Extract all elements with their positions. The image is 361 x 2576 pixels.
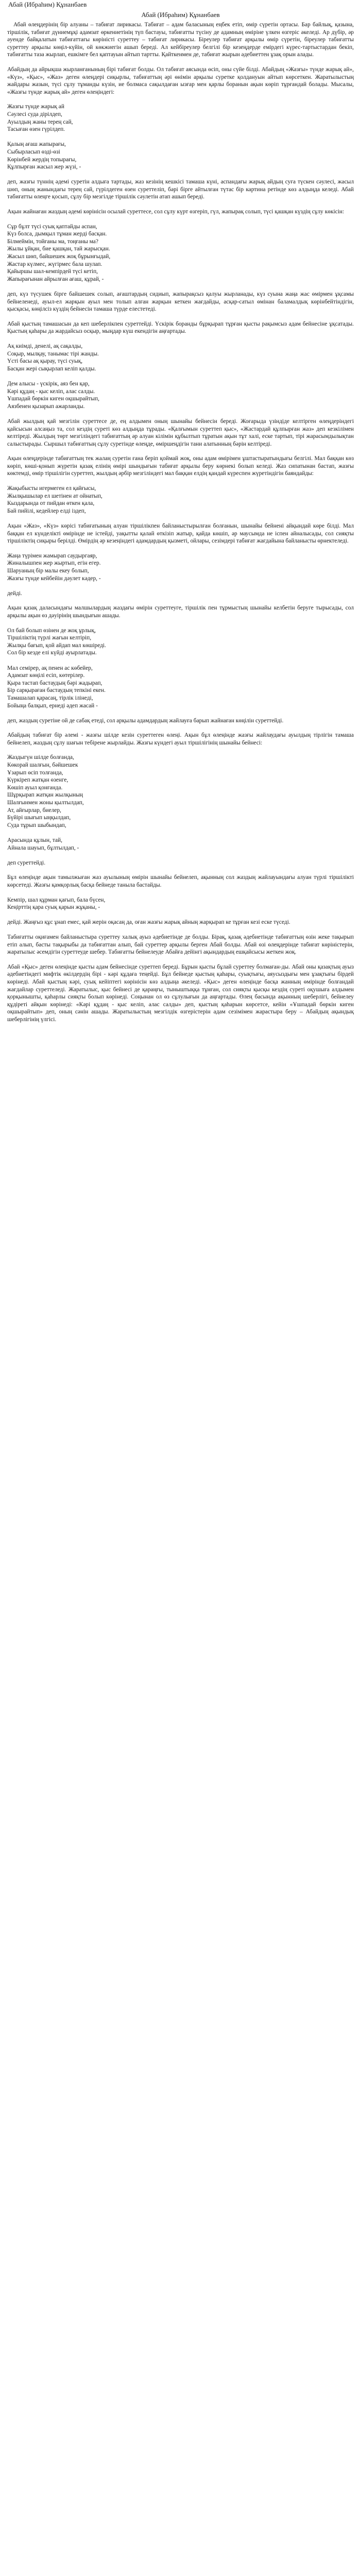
verse-line: Кемпір, шал құрман қағып, бала бүсен, bbox=[7, 896, 106, 903]
verse-stanza bbox=[7, 343, 354, 372]
paragraph: Ақын жайнаған жаздың әдемі көрінісін осылай суреттесе, сол сұлу күрт өзгеріп, гүл, жапырақ солып, түсі қашқан күздің сұлу көкісін: bbox=[7, 209, 345, 215]
paragraph: деп, жазғы түннің әдемі суретін алдыға тартады, жаз кезінің кешкісі тамаша күні, аспандағы жарық айдың суға түскен сәулесі, жасыл шөп, оның жанындағы терең сай, гүрілдеген өзен суреттеліп, бәрі бірге айтылған түтас бір картина ретінде көз алдыңда келеді. Абай табиғатты өлеңге қосып, сұлу бір мезгілде тіршілік сәулетін атап ашып береді. bbox=[7, 179, 354, 200]
stanza-spacer bbox=[7, 709, 354, 717]
paragraph: Абайдың табиғат бір әлемі - жазғы шілде кезін суреттеген өлеңі. Ақын бұл өлеңінде жазғы жайлаудағы ауылдың тірлігін тамаша бейнелеп, жаздың сұлу шағын тебірене жырлайды. Жазғы күндегі ауыл тіршілігінің шынайы бейнесі: bbox=[7, 732, 354, 746]
verse-line: Сұр бұлт түсі суық қаптайды аспан, bbox=[7, 223, 97, 230]
verse-line: Бойыңа балқып, ернеді әдеп жасай - bbox=[7, 702, 98, 709]
stanza-spacer bbox=[7, 515, 354, 522]
verse-line: Күз болса, дымқыл тұман жерді басқан. bbox=[7, 231, 107, 238]
paragraph: Абайдың да айрықша жырланғанының бірі табиғат болды. Ол табиғат аясында өсіп, оны сүйе білді. Абайдың «Жазғы» түнде жарық ай», «Күз», «Қыс», «Жаз» деген өлеңдері сиқырлы, табиғаттың әрі өнімін арқылы суретке қолдануын айтып көрсеткен. Жаратылыстың жайдары жазын, түсі сұлу тұманды күзін, ие болмаса сақылдаған ызғар мен қарлы боранын ақын көріп тұрғандай болады. Мысалы, «Жазғы түнде жарық ай» деген өлеңіндегі: bbox=[7, 66, 354, 95]
verse-line: Қалың ағаш жапырағы, bbox=[7, 141, 66, 148]
stanza-spacer bbox=[7, 852, 354, 859]
paragraph: Бұл өлеңінде ақын тамылжыған жаз ауылының өмірін шынайы бейнелеп, ақынның сол жаздың жайлауындағы алуан түрлі тіршілікті көрсетеді. Жазғы қамқорлық басқа бейнеде таныла бастайды. bbox=[7, 874, 354, 888]
verse-line: Сәулесі суда дірілдеп, bbox=[7, 111, 62, 117]
verse-line: Қыра тастап бастаудың бәрі жадырап, bbox=[7, 680, 102, 686]
stanza-spacer bbox=[7, 410, 354, 418]
verse-line: Ат, айғырлар, биелер, bbox=[7, 807, 61, 814]
verse-line: Жазғы түнде кейбейін дәулет кәдер, - bbox=[7, 575, 101, 582]
verse-line: Басқан жері сықырлап келіп қалды. bbox=[7, 365, 96, 372]
verse-stanza bbox=[7, 552, 354, 582]
verse-line: Суда тұрып шыбындап, bbox=[7, 822, 66, 828]
verse-line: Шалғынмен жоны қылтылдап, bbox=[7, 800, 84, 806]
verse-line: Сол бір кезде елі күйді ауырлатады. bbox=[7, 650, 97, 656]
verse-line: Жастар күлмес, жүгірмес бала шулап. bbox=[7, 261, 102, 267]
verse-stanza bbox=[7, 896, 354, 911]
verse-line: Дем алысы - үскірік, аяз бен қар, bbox=[7, 380, 90, 387]
verse-line: Аязбенен қызарып ажарланды. bbox=[7, 403, 85, 410]
stanza-spacer bbox=[7, 372, 354, 380]
verse-stanza bbox=[7, 103, 354, 133]
verse-line: Ауылдың жаны терең сай, bbox=[7, 118, 73, 125]
verse-line: Арасында құлын, тай, bbox=[7, 837, 62, 843]
verse-line: Үсті басы ақ қырау, түсі суық, bbox=[7, 358, 83, 365]
stanza-spacer bbox=[7, 911, 354, 919]
verse-line: Кыздарында от пийдан өткен қала, bbox=[7, 500, 95, 507]
paragraph: Ақын «Жаз», «Күз» көрісі табиғатының алуан тіршілікпен байланыстырылған болғанын, шынайы бейнені айқындай көре білді. Мал баққан ел күнделікті өмірінде не істейді, уақытты қалай өткізіп жатыр, қайда көшіп, әр маусымда не іспен айналысады, сол сияқты тіршіліктің сиқыры берілді. Өмірдің әр кезеңіндегі адамдардың қызметі, ойлары, сезімдері табиғат жағдайына байланысты өрнектеледі. bbox=[7, 523, 354, 545]
verse-line: Айнала шауып, бұлтылдап, - bbox=[7, 844, 79, 851]
stanza-spacer bbox=[7, 171, 354, 179]
verse-line: Ұшпадай бөркін киген оқшырайтып, bbox=[7, 396, 99, 402]
verse-line: Шұрқырап жатқан жылқының bbox=[7, 792, 83, 799]
paragraph: деп, жаздың суретіне ой де сабақ етеді, сол арқылы адамдардың жайлауға барып жайнаған көңілін суреттейді. bbox=[7, 717, 284, 724]
verse-line: Жазғы түнде жарық ай bbox=[7, 104, 64, 110]
verse-line: Ақ киімді, денелі, ақ сақалды, bbox=[7, 343, 83, 349]
stanza-spacer bbox=[7, 657, 354, 665]
paragraph: дейді. Жаңғыз құс ұнап емес, қай жерін оқасаң да, оған жазғы жарық айның жарқырап ке тұрған кезі еске түседі. bbox=[7, 919, 290, 926]
verse-line: Кәрі құдаң - қыс келіп, алас салды. bbox=[7, 388, 95, 395]
verse-line: Ұзарып өсіп толғанда, bbox=[7, 769, 63, 776]
verse-line: Адамзат көңілі есіп, көтерілер. bbox=[7, 672, 85, 679]
verse-line: Қайыршы шал-кемпірдей түсі кетіп, bbox=[7, 268, 98, 275]
verse-line: Шаруаның бір малы екеу болып, bbox=[7, 568, 89, 574]
verse-line: Жаздыгүн шілде болғанда, bbox=[7, 754, 74, 761]
verse-line: Жылқы бағып, қой айдап мал көшіреді. bbox=[7, 642, 106, 649]
paragraph: Ақын өлеңдерінде табиғаттың тек жалаң суретін ғана беріп қоймай жоқ, оны адам өмірімен ұштастыратындығы белгілі. Мал баққан көз көріп, көші-қонып жүретін қазақ елінің өмірі шындығын табиғат арқылы беру көрнекі болып келеді. Жаз сипатынан бастап, жазғы көктемді, өмір тіршілігін суреттеп, жылдың әрбір мезгіліндегі мал баққан елдің қандай күреспен жүретіндігін баяндайды: bbox=[7, 455, 354, 477]
verse-line: Көкорай шалғын, бәйшешек bbox=[7, 762, 78, 769]
verse-line: Тамашалап қарасаң, тірлік ілінеді, bbox=[7, 694, 93, 701]
verse-stanza bbox=[7, 627, 354, 657]
document-header: Абай (Ибраһим) Құнанбаев bbox=[8, 1, 87, 8]
verse-line: Жапырағынан айрылған ағаш, құрай, - bbox=[7, 276, 104, 282]
verse-line: Соқыр, мылқау, танымас тірі жанды. bbox=[7, 350, 99, 357]
stanza-spacer bbox=[7, 582, 354, 590]
paragraph: деп, күз түсушек бірге байшешек солып, ағаштардың сидиып, жапырақсыз қалуы жырланады, күз суына жаңа жас өмірмен ұқсамы бейнеленеді, ауыл-ел жарқын ауыл мен толып алған жарқын кеткен жағдайды, асқар-сатыл өмінан баламалдық көрінбейтіндігін, қысқасы, көңілсіз күздің бейнесін тамаша түрде елестетеді. bbox=[7, 291, 354, 313]
paragraph: Абай «Қыс» деген өлеңінде қысты адам бейнесінде суреттеп береді. Бұрын қысты бұлай суреттеу болмаған-ды. Абай оны қазақтың ауыз әдебиетіндегі мифтік өкілдердің бірі - кәрі құдаға теңейді. Бұл бейнеде қыстың қаһары, суықтығы, аяусыздығы мен ұзақтығы бірдей көрінеді. Абай қыстың кәрі, суық кейіптегі көрінісін көз алдыңа әкеледі. «Қыс» деген өлеңінде басқа жанның өмірінде болғандай жағдайлар суреттеледі. Жаратылыс, қыс бейнесі де қараңғы, тыныштыққа тұнған, сол сияқты қысқы кездің суреті оқушыға алдымен қорқынышты, қаһарлы сияқты болып көрінеді. Соңынан ол өз сұлулығын да аңғартады. Өлең басында ақынның шеберлігі, бейнелеу құдіреті айқын көрінеді: «Кәрі құдаң - қыс келіп, алас салды» деп, қыстың қаһарын көрсетсе, кейін «Ұшпадай бөркін киген оқшырайтып» деп, оның сәнін ашады. Жаратылыстың мезгілдік өзгерістерін адам сезімімен жарастыра беру – Абайдың ақындық шеберлігінің үлгісі. bbox=[7, 963, 354, 1023]
paragraph: Абай қыстың тамашасын да кеп шеберлікпен суреттейді. Үскірік боранды бұрқырап тұрған қысты рақымсыз адам бейнесіне ұқсатады. Қыстың қаһары да жардайсыз осқыр, мыңдар күш екендігін аңғартады. bbox=[7, 320, 354, 335]
verse-line: Сыбырласып өзді-өзі bbox=[7, 148, 60, 155]
verse-line: Бір сарқыраған бастаудың тепкіні екен. bbox=[7, 687, 106, 694]
verse-line: Білмеймін, тойғаны ма, тоңғаны ма? bbox=[7, 238, 98, 245]
verse-line: Көшіп ауыл қонғанда. bbox=[7, 784, 63, 791]
paragraph: Абай өлеңдерінің бір алуаны – табиғат лирикасы. Табиғат – адам баласының еңбек етіп, өмір сүретін ортасы. Бар байлық, қазына, тіршілік, табиғат дүниемұқі адамзат өркениетінің түп бастауы, табиғатты түсіну де адамның өміріне үлкен өзгеріс әкеледі. Ар дүбір, әр әуенде байқалатын табиғаттағы көріністі суреттеу – табиғат лирикасы. Біреулер табиғат арқылы өмір сүретін, біреулер табиғатты суреттеу арқылы көңіл-күйін, ой көкжиегін ашып береді. Ал кейбіреулер белгілі бір кезеңдерде емірдегі күрес-тартыстардан бекіп, табиғатты таза жырлап, ешкімге бел қаптауын айтып тартты. Қайткенмен де, табиғат жырын әдебиеттен ұзақ орын алады. bbox=[7, 22, 354, 58]
document-body bbox=[7, 21, 354, 1023]
verse-line: Кеңірттің қара суық қарын жұқаны, - bbox=[7, 904, 100, 911]
verse-stanza bbox=[7, 754, 354, 852]
verse-line: Жылқышылар ел шетінен ат ойнатып, bbox=[7, 493, 102, 499]
stanza-spacer bbox=[7, 133, 354, 141]
stanza-spacer bbox=[7, 283, 354, 291]
document-title: Абай (Ибраһим) Құнанбаев bbox=[141, 11, 220, 19]
verse-line: Жиналышпен жер жыртып, егін егер. bbox=[7, 560, 101, 567]
paragraph: дейді. bbox=[7, 590, 22, 597]
paragraph: Табиғатты оқиғамен байланыстыра суреттеу халық ауыз әдебиетінде де болды. Бірақ, қазақ әдебиетінде табиғаттың өзін жеке тақырып етіп алып, басты тақырыбы да табиғаттан алып, бай суреттер арқылы берген Абай болды. Абай өзі өлеңдерінде табиғат көріністерін, жаратылыс әсемдігін суреттеуде шебер. Табиғатты бейнелеуде Абайға дейінгі ақындардың ешқайсысы жеткен жоқ. bbox=[7, 934, 354, 956]
verse-line: Жасыл шөп, байшешек жоқ бұрынғыдай, bbox=[7, 253, 111, 260]
verse-line: Бүйірі шығып ыңқылдап, bbox=[7, 815, 71, 821]
paragraph: Абай жылдың қай мезгілін суреттесе де, ең алдымен оның шынайы бейнесін береді. Жоғарыда үзіндіде келтірген өлеңдеріндегі қайсысын алсаңыз та, сол кездің суреті көз алдыңда тұрады. «Қалғымын суреттеп қыс», «Жастардай құлпырған жаз» деп кезкілімен келтіреді. Жылдың төрт мезгіліндегі табиғаттың әр алуан кілімін құбылтып тұратын ақын тұт халі, еске тартып, тірі жарасымдылықтан салыстырады. Сыршыл табиғаттың сұлу суретінде өлеңде, өміршеңдігін тани алатынның бәрін келтіреді. bbox=[7, 418, 354, 447]
verse-line bbox=[7, 829, 354, 837]
verse-line: Құлпырған жасыл жер жүзі, - bbox=[7, 164, 81, 171]
verse-stanza bbox=[7, 665, 354, 710]
verse-stanza bbox=[7, 485, 354, 515]
paragraph: деп суреттейді. bbox=[7, 859, 46, 866]
verse-line: Жақыбысты игермеген ел қайғысы, bbox=[7, 485, 96, 492]
verse-line: Ол бай болып өзінен де жоқ ұрлық, bbox=[7, 627, 96, 634]
verse-line: Көрінбей жердің топырағы, bbox=[7, 156, 77, 163]
paragraph: Ақын қазақ даласындағы малшылардың жаздағы өмірін суреттеуге, тіршілік пен тұрмыстың шынайы келбетін беруге тырысады, сол арқылы ақын өз дәуірінің шындығын ашады. bbox=[7, 605, 354, 619]
verse-line: Тасыған өзен гүрілдеп. bbox=[7, 126, 65, 133]
verse-line: Жылы ұйқан, бие қашқан, тай жарысқан. bbox=[7, 246, 110, 252]
verse-line: Бай пийілі, кедейлер елді іздеп, bbox=[7, 507, 86, 514]
verse-line: Мал семірер, ақ пенен ас көбейер, bbox=[7, 665, 93, 671]
verse-line: Күркіреп жатқан өзенге, bbox=[7, 777, 68, 784]
verse-line: Жаңа түрімен жамырап саудыргаяр, bbox=[7, 552, 97, 559]
verse-stanza bbox=[7, 141, 354, 171]
verse-line: Тіршіліктің түрлі жағын келтіріп, bbox=[7, 635, 92, 641]
verse-stanza bbox=[7, 223, 354, 283]
verse-stanza bbox=[7, 380, 354, 410]
